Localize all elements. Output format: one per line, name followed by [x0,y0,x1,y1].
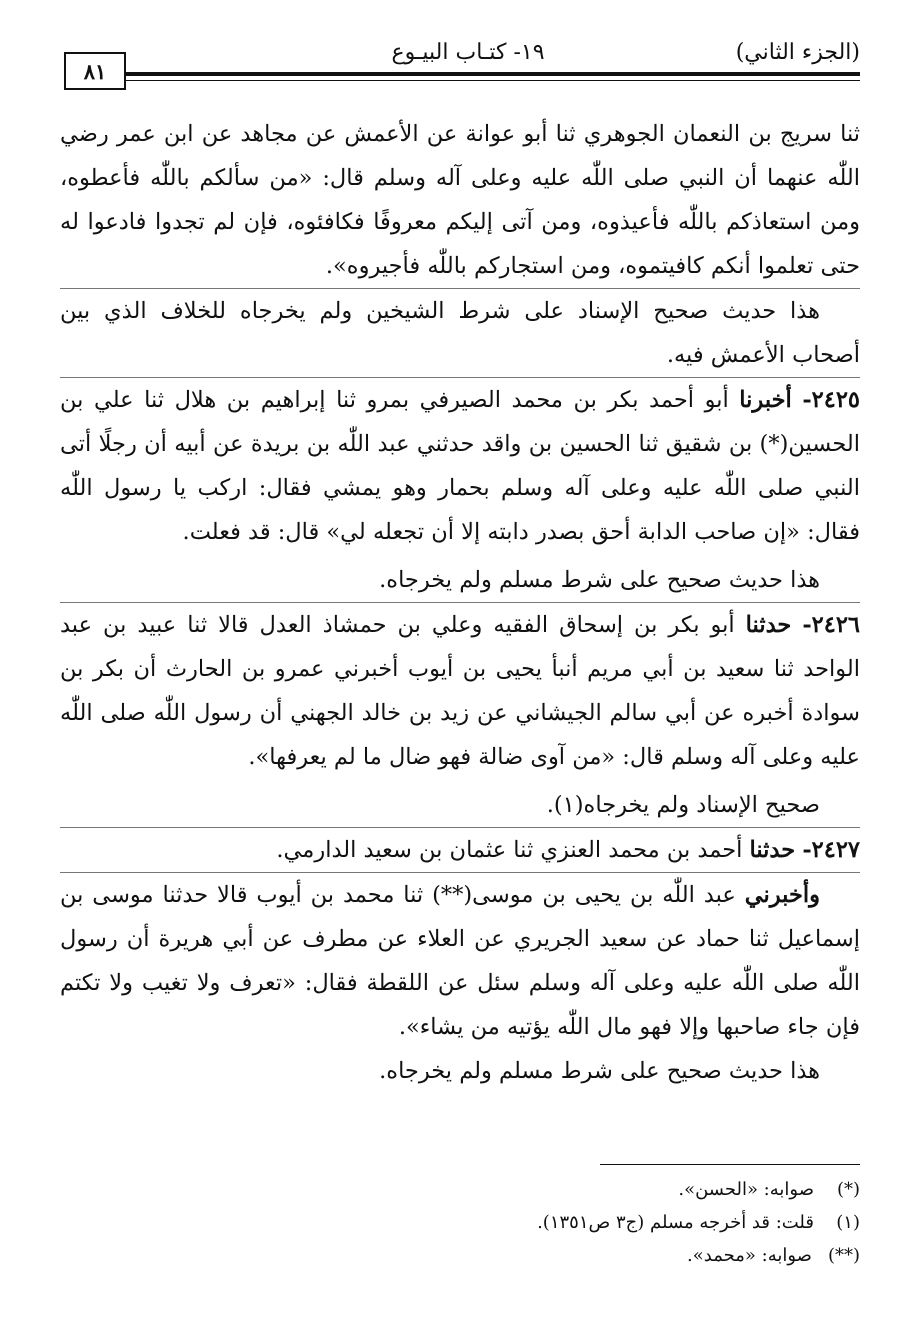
footnote-mark: (*) [836,1179,860,1200]
paragraph-4: هذا حديث صحيح على شرط مسلم ولم يخرجاه. [379,567,820,593]
hadith-2425 [60,378,860,554]
hadith-text: أبو أحمد بكر بن محمد الصيرفي بمرو ثنا إبراهيم بن هلال ثنا علي بن الحسين(*) بن شقيق ثنا الحسين بن واقد حدثني عبد اللّٰه بن بريدة عن أبيه أن رجلًا أتى النبي صلى اللّٰه عليه وعلى آله وسلم بحمار وهو يمشي فقال: اركب يا رسول اللّٰه فقال: «إن صاحب الدابة أحق بصدر دابته إلا أن تجعله لي» قال: قد فعلت. [60,387,860,545]
hadith-number: ٢٤٢٦- [802,612,860,638]
paragraph-2: هذا حديث صحيح الإسناد على شرط الشيخين ولم يخرجاه للخلاف الذي بين أصحاب الأعمش فيه. [60,298,860,368]
narration-verb: وأخبرني [744,882,820,908]
page-body [60,112,860,1093]
hadith-2427 [60,828,860,872]
footnote-text: صوابه: «الحسن». [678,1179,814,1200]
hadith-number: ٢٤٢٧- [802,837,860,863]
narration-text: عبد اللّٰه بن يحيى بن موسى(**) ثنا محمد بن أيوب قالا حدثنا موسى بن إسماعيل ثنا حماد عن سعيد الجريري عن العلاء عن مطرف عن أبي هريرة أن رسول اللّٰه صلى اللّٰه عليه وعلى آله وسلم سئل عن اللقطة فقال: «تعرف ولا تغيب ولا تكتم فإن جاء صاحبها وإلا فهو مال اللّٰه يؤتيه من يشاء». [60,882,860,1040]
footnote-item [60,1173,860,1206]
footnotes [60,1164,860,1272]
footnote-mark: (**) [827,1245,860,1266]
page-number: ٨١ [64,52,126,90]
page-header [58,40,860,90]
paragraph-6: صحيح الإسناد ولم يخرجاه(١). [546,792,820,818]
hadith-text: أحمد بن محمد العنزي ثنا عثمان بن سعيد الدارمي. [276,837,743,863]
paragraph-9: هذا حديث صحيح على شرط مسلم ولم يخرجاه. [379,1058,820,1084]
hadith-2426 [60,603,860,779]
paragraph-1: ثنا سريج بن النعمان الجوهري ثنا أبو عوانة عن الأعمش عن مجاهد عن ابن عمر رضي اللّٰه عنهما أن النبي صلى اللّٰه عليه وعلى آله وسلم قال: «من سألكم باللّٰه فأعطوه، ومن استعاذكم باللّٰه فأعيذوه، ومن آتى إليكم معروفًا فكافئوه، فإن لم تجدوا فادعوا له حتى تعلموا أنكم كافيتموه، ومن استجاركم باللّٰه فأجيروه». [60,121,860,279]
hadith-verb: حدثنا [749,837,796,863]
chapter-title: ١٩- كتـاب البيـوع [391,40,545,65]
footnote-item [60,1239,860,1272]
footnote-rule [600,1164,860,1165]
hadith-number: ٢٤٢٥- [802,387,861,413]
volume-title: (الجزء الثاني) [735,40,860,65]
footnote-item [60,1206,860,1239]
header-rule-thick [126,72,860,76]
header-rule-thin [126,80,860,81]
hadith-verb: حدثنا [745,612,792,638]
footnote-mark: (١) [836,1212,860,1233]
hadith-verb: أخبرنا [739,387,792,413]
footnote-text: قلت: قد أخرجه مسلم (ج٣ ص١٣٥١). [537,1212,814,1233]
paragraph-8 [60,873,860,1049]
hadith-text: أبو بكر بن إسحاق الفقيه وعلي بن حمشاذ العدل قالا ثنا عبيد بن عبد الواحد ثنا سعيد بن أبي مريم أنبأ يحيى بن أيوب أخبرني عمرو بن الحارث أن بكر بن سوادة أخبره عن أبي سالم الجيشاني عن زيد بن خالد الجهني أن رسول اللّٰه صلى اللّٰه عليه وعلى آله وسلم قال: «من آوى ضالة فهو ضال ما لم يعرفها». [60,612,860,770]
footnote-text: صوابه: «محمد». [687,1245,812,1266]
